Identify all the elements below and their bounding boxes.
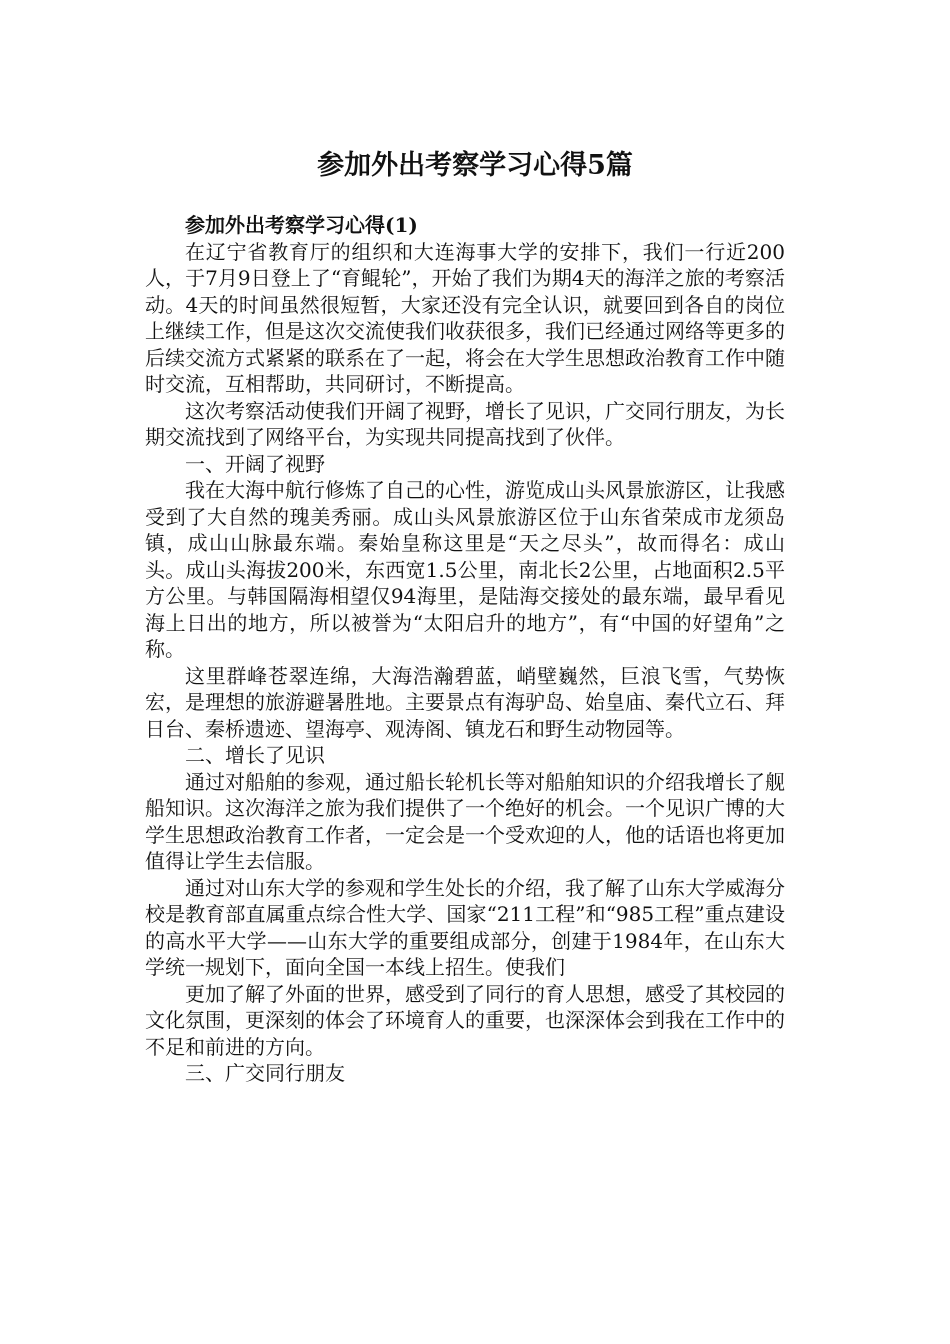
subheading: 一、开阔了视野	[185, 451, 325, 476]
body-paragraph: 我在大海中航行修炼了自己的心性，游览成山头风景旅游区，让我感受到了大自然的瑰美秀丽。成山头风景旅游区位于山东省荣成市龙须岛镇，成山山脉最东端。秦始皇称这里是“天之尽头”，故而得名：成山头。成山头海拔200米，东西宽1.5公里，南北长2公里，占地面积2.5平方公里。与韩国隔海相望仅94海里，是陆海交接处的最东端，最早看见海上日出的地方，所以被誉为“太阳启升的地方”，有“中国的好望角”之称。	[145, 478, 785, 661]
body-paragraph: 通过对船舶的参观，通过船长轮机长等对船舶知识的介绍我增长了舰船知识。这次海洋之旅为我们提供了一个绝好的机会。一个见识广博的大学生思想政治教育工作者，一定会是一个受欢迎的人，他的话语也将更加值得让学生去信服。	[145, 769, 785, 873]
body-paragraph: 通过对山东大学的参观和学生处长的介绍，我了解了山东大学威海分校是教育部直属重点综合性大学、国家“211工程”和“985工程”重点建设的高水平大学——山东大学的重要组成部分，创建于1984年，在山东大学统一规划下，面向全国一本线上招生。使我们	[145, 875, 785, 979]
body-paragraph: 在辽宁省教育厅的组织和大连海事大学的安排下，我们一行近200人，于7月9日登上了“育鲲轮”，开始了我们为期4天的海洋之旅的考察活动。4天的时间虽然很短暂，大家还没有完全认识，就要回到各自的岗位上继续工作，但是这次交流使我们收获很多，我们已经通过网络等更多的后续交流方式紧紧的联系在了一起，将会在大学生思想政治教育工作中随时交流，互相帮助，共同研讨，不断提高。	[145, 239, 785, 396]
body-paragraph: 更加了解了外面的世界，感受到了同行的育人思想，感受了其校园的文化氛围，更深刻的体会了环境育人的重要，也深深体会到我在工作中的不足和前进的方向。	[145, 981, 785, 1059]
document-body	[145, 212, 785, 1087]
section-heading: 参加外出考察学习心得(1)	[185, 213, 418, 237]
document-title: 参加外出考察学习心得5篇	[317, 150, 633, 181]
subheading: 二、增长了见识	[185, 743, 325, 767]
subheading: 三、广交同行朋友	[185, 1061, 345, 1085]
body-paragraph: 这里群峰苍翠连绵，大海浩瀚碧蓝，峭壁巍然，巨浪飞雪，气势恢宏，是理想的旅游避暑胜地。主要景点有海驴岛、始皇庙、秦代立石、拜日台、秦桥遗迹、望海亭、观涛阁、镇龙石和野生动物园等。	[145, 663, 785, 741]
body-paragraph: 这次考察活动使我们开阔了视野，增长了见识，广交同行朋友，为长期交流找到了网络平台，为实现共同提高找到了伙伴。	[145, 398, 785, 449]
